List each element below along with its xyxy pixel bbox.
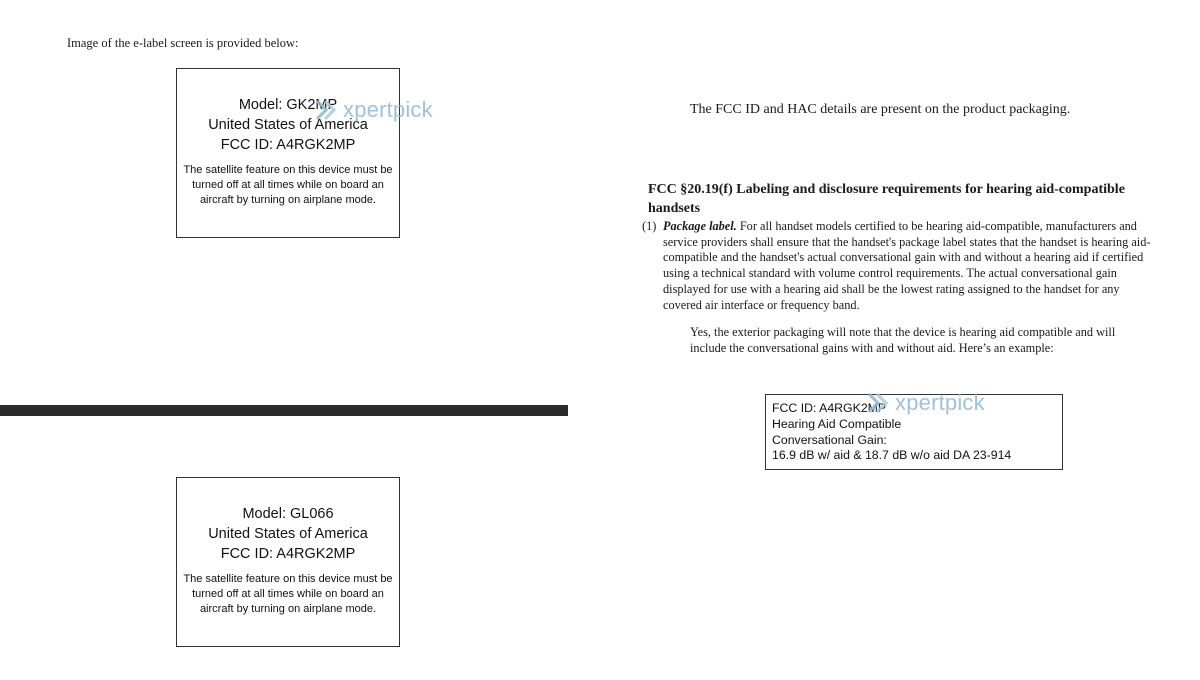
item-lead: Package label. — [663, 219, 737, 233]
hac-compatible: Hearing Aid Compatible — [772, 416, 902, 431]
intro-text: Image of the e-label screen is provided below: — [67, 36, 299, 50]
model-text: Model: GK2MP — [238, 97, 338, 113]
packaging-note: The FCC ID and HAC details are present on the product packaging. — [690, 102, 1071, 117]
e-label-screen-gk2mp — [176, 68, 400, 238]
e-label-screen-gl066 — [176, 477, 400, 647]
fcc-id-text: FCC ID: A4RGK2MP — [220, 137, 356, 153]
hac-gain-values: 16.9 dB w/ aid & 18.7 dB w/o aid DA 23-914 — [772, 448, 1012, 463]
satellite-notice: The satellite feature on this device must be turned off at all times while on board an aircraft by turning on airplane mode. — [183, 573, 393, 615]
country-text: United States of America — [208, 526, 368, 542]
section-divider — [0, 405, 568, 416]
item-text: For all handset models certified to be hearing aid-compatible, manufacturers and service providers shall ensure that the handset's package label states that the handset is hearing aid-compatible and the handset's actual conversational gain with and without a hearing aid if certified using a technical standard with volume control requirements. The actual conversational gain displayed for use with a hearing aid shall be the lowest rating assigned to the handset for any covered air interface or frequency band. — [663, 219, 1151, 312]
hac-gain-label: Conversational Gain: — [772, 432, 887, 447]
country-text: United States of America — [208, 117, 368, 133]
section-title: FCC §20.19(f) Labeling and disclosure requirements for hearing aid-compatible handsets — [648, 182, 1125, 216]
package-label-item — [642, 219, 1154, 313]
satellite-notice: The satellite feature on this device must be turned off at all times while on board an aircraft by turning on airplane mode. — [183, 164, 393, 206]
answer-text: Yes, the exterior packaging will note that the device is hearing aid compatible and will include the conversational gains with and without aid. Here’s an example: — [690, 325, 1116, 355]
watermark-text: xpertpick — [895, 390, 985, 415]
fcc-id-text: FCC ID: A4RGK2MP — [220, 546, 356, 562]
hac-label-example — [765, 394, 1063, 470]
hac-fcc-id: FCC ID: A4RGK2MP — [772, 401, 887, 415]
model-text: Model: GL066 — [242, 506, 334, 522]
watermark-text: xpertpick — [343, 97, 433, 122]
item-number: (1) — [642, 219, 657, 233]
